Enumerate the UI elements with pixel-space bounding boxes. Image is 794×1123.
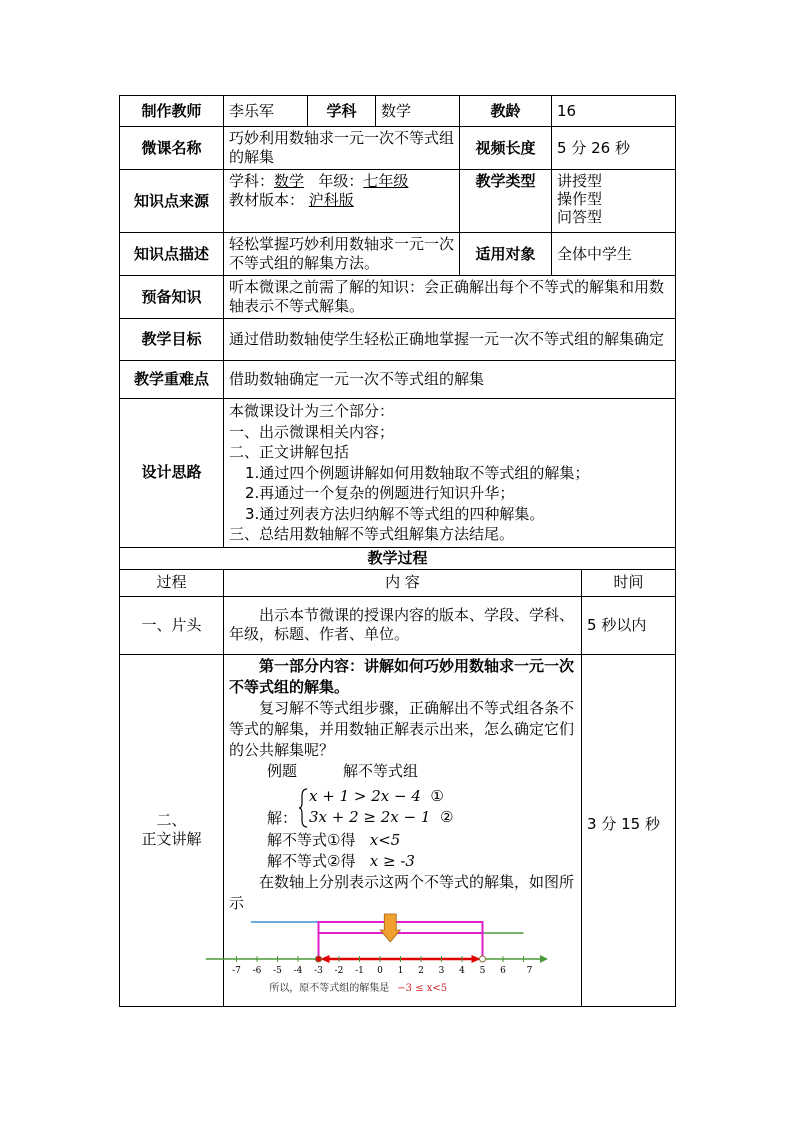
audience-label: 适用对象 [460,233,552,276]
subject-value: 数学 [376,96,460,127]
col-step-header: 过程 [120,569,224,596]
key-value: 借助数轴确定一元一次不等式组的解集 [224,361,676,399]
row2-time: 3 分 15 秒 [582,654,676,1006]
row2-step [120,654,224,1006]
step2-text: 解不等式②得 [267,851,356,870]
process-heading: 教学过程 [120,547,676,569]
source-value [224,170,460,233]
design-line: 二、正文讲解包括 [229,443,350,461]
tick-label: -3 [314,965,323,976]
lesson-table [119,95,676,1007]
goal-value: 通过借助数轴使学生轻松正确地掌握一元一次不等式组的解集确定 [224,319,676,361]
solve-label: 解： [267,808,298,827]
key-label: 教学重难点 [120,361,224,399]
axis-arrow-icon [540,955,548,963]
row1-step: 一、片头 [120,596,224,654]
source-subject-value: 数学 [274,172,305,190]
example-task: 解不等式组 [343,761,419,780]
title-value: 巧妙利用数轴求一元一次不等式组的解集 [224,127,460,170]
goal-label: 教学目标 [120,319,224,361]
subject-label: 学科 [308,96,376,127]
inequality-2: 3x + 2 ≥ 2x − 1 [309,807,431,826]
years-value: 16 [552,96,676,127]
design-list [224,399,676,548]
endpoint-dot [480,956,486,962]
row2-step-num: 二、 [156,811,187,829]
desc-label: 知识点描述 [120,233,224,276]
source-label: 知识点来源 [120,170,224,233]
tick-label: -2 [334,965,344,976]
part1-title: 第一部分内容：讲解如何巧妙用数轴求一元一次不等式组的解集。 [229,656,575,696]
step1-text: 解不等式①得 [267,830,356,849]
ineq-1-num: ① [430,786,444,805]
ineq-2-num: ② [439,807,454,826]
row2-step-name: 正文讲解 [141,830,202,848]
overlap-top [319,922,483,959]
prereq-value: 听本微课之前需了解的知识：会正确解出每个不等式的解集和用数轴表示不等式解集。 [224,276,676,319]
desc-value: 轻松掌握巧妙利用数轴求一元一次不等式组的解集方法。 [224,233,460,276]
row1-time: 5 秒以内 [582,596,676,654]
design-line: 3.通过列表方法归纳解不等式组的四种解集。 [245,504,545,523]
step1-result: x<5 [369,830,401,849]
type-item: 问答型 [557,208,603,226]
conclusion-text: 所以，原不等式组的解集是 [269,982,390,994]
tick-label: 7 [526,965,533,976]
step2-result: x ≥ -3 [369,851,415,870]
x-lt-5-ray [251,922,483,959]
design-line: 2.再通过一个复杂的例题进行知识升华； [245,484,515,502]
intro-text: 复习解不等式组步骤，正确解出不等式组各条不等式的解集，并用数轴正解表示出来，怎么确定它们的公共解集呢？ [229,698,575,759]
inequality-1: x + 1 > 2x − 4 [309,786,421,805]
tick-label: -4 [293,965,303,976]
design-label: 设计思路 [120,399,224,548]
endpoint-dot [316,956,322,962]
row2-content [224,654,582,1006]
tick-label: -5 [273,965,282,976]
design-line: 一、出示微课相关内容； [229,422,395,441]
duration-value: 5 分 26 秒 [552,127,676,170]
edition-value: 沪科版 [308,191,354,209]
design-line: 1.通过四个例题讲解如何用数轴取不等式组的解集； [245,463,590,482]
type-label: 教学类型 [460,170,552,233]
tick-label: 4 [459,965,465,976]
brace-icon [297,786,309,830]
tick-label: -6 [252,965,262,976]
source-subject-label: 学科： [229,172,275,190]
tick-label: -1 [355,965,364,976]
design-line: 本微课设计为三个部分： [229,402,395,420]
tick-label: 3 [438,965,445,976]
edition-label: 教材版本： [229,191,305,209]
step2-line [229,851,576,872]
teacher-value: 李乐军 [224,96,308,127]
col-content-header: 内 容 [224,569,582,596]
design-line: 三、总结用数轴解不等式组解集方法结尾。 [229,525,515,543]
tick-label: 5 [479,965,486,976]
tick-label: -7 [232,965,241,976]
type-item: 操作型 [557,190,603,208]
audience-value: 全体中学生 [552,233,676,276]
show-text: 在数轴上分别表示这两个不等式的解集，如图所示 [229,872,575,912]
tick-label: 2 [418,965,424,976]
example-label: 例题 [267,761,298,780]
tick-label: 6 [500,965,506,976]
grade-value: 七年级 [363,172,409,190]
number-line-figure [232,914,579,996]
grade-label: 年级： [318,172,364,190]
tick-label: 1 [397,965,404,976]
duration-label: 视频长度 [460,127,552,170]
type-list [552,170,676,233]
prereq-label: 预备知识 [120,276,224,319]
years-label: 教龄 [460,96,552,127]
system-block [229,786,576,830]
down-arrow-icon [380,914,400,942]
tick-label: 0 [377,965,383,976]
conclusion-result: −3 ≤ x<5 [397,982,448,994]
title-label: 微课名称 [120,127,224,170]
row1-content: 出示本节微课的授课内容的版本、学段、学科、年级，标题、作者、单位。 [224,596,582,654]
step1-line [229,830,576,851]
example-line [229,761,576,782]
x-ge-neg3-ray [319,933,524,959]
teacher-label: 制作教师 [120,96,224,127]
col-time-header: 时间 [582,569,676,596]
type-item: 讲授型 [557,172,603,190]
